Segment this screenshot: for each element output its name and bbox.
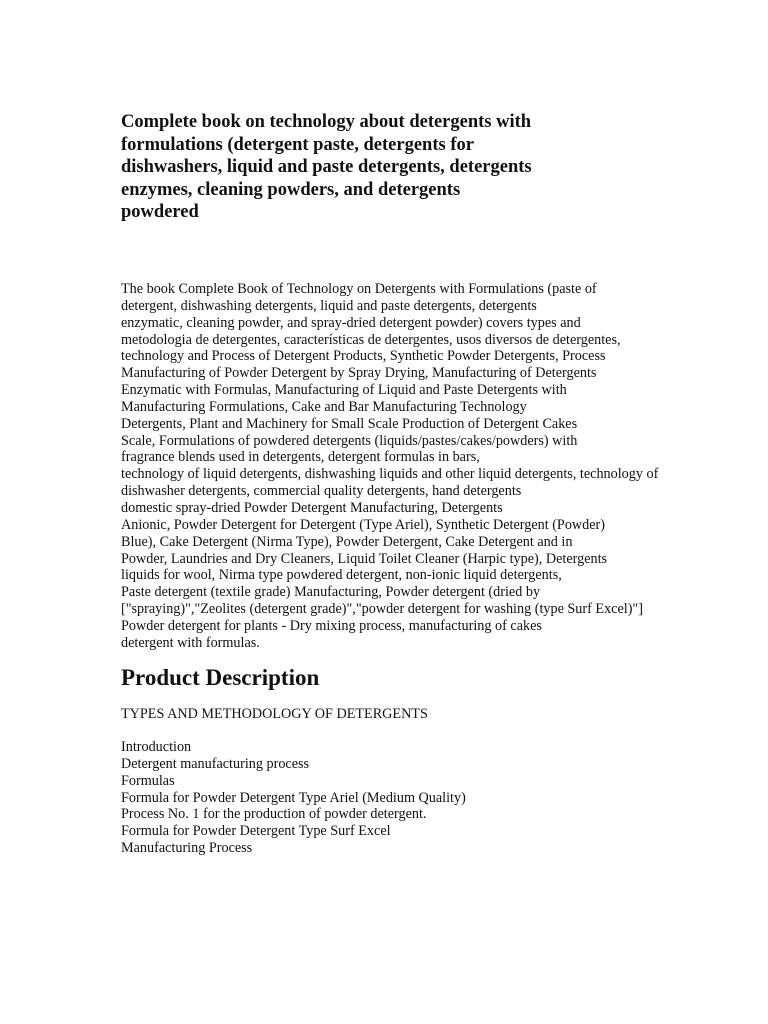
list-item: Detergent manufacturing process	[121, 755, 310, 772]
paragraph-line: fragrance blends used in detergents, detergent formulas in bars,	[121, 449, 480, 466]
paragraph-line: metodologia de detergentes, características de detergentes, usos diversos de detergentes,	[121, 331, 621, 348]
paragraph-line: liquids for wool, Nirma type powdered detergent, non-ionic liquid detergents,	[121, 567, 562, 584]
paragraph-line: detergent with formulas.	[121, 634, 260, 651]
paragraph-line: Powder, Laundries and Dry Cleaners, Liquid Toilet Cleaner (Harpic type), Detergents	[121, 550, 608, 567]
paragraph-line: Powder detergent for plants - Dry mixing process, manufacturing of cakes	[121, 617, 542, 634]
list-item: Formula for Powder Detergent Type Ariel (Medium Quality)	[121, 789, 466, 806]
paragraph-line: Blue), Cake Detergent (Nirma Type), Powder Detergent, Cake Detergent and in	[121, 533, 573, 550]
paragraph-line: Paste detergent (textile grade) Manufacturing, Powder detergent (dried by	[121, 584, 541, 601]
paragraph-line: technology and Process of Detergent Products, Synthetic Powder Detergents, Process	[121, 348, 606, 365]
paragraph-line: domestic spray-dried Powder Detergent Manufacturing, Detergents	[121, 499, 503, 516]
paragraph-line: Detergents, Plant and Machinery for Small Scale Production of Detergent Cakes	[121, 415, 578, 432]
paragraph-line: Manufacturing Formulations, Cake and Bar Manufacturing Technology	[121, 398, 527, 415]
paragraph-line: ["spraying)","Zeolites (detergent grade)","powder detergent for washing (type Surf Excel)"]	[121, 601, 643, 618]
paragraph-line: dishwasher detergents, commercial quality detergents, hand detergents	[121, 483, 522, 500]
paragraph-line: detergent, dishwashing detergents, liquid and paste detergents, detergents	[121, 297, 537, 314]
paragraph-line: Scale, Formulations of powdered detergents (liquids/pastes/cakes/powders) with	[121, 432, 578, 449]
list-item: Formula for Powder Detergent Type Surf Excel	[121, 823, 391, 840]
paragraph-line: enzymatic, cleaning powder, and spray-dried detergent powder) covers types and	[121, 314, 581, 331]
description-paragraph	[121, 281, 721, 652]
list-item: Introduction	[121, 739, 192, 755]
paragraph-line: Manufacturing of Powder Detergent by Spray Drying, Manufacturing of Detergents	[121, 365, 597, 382]
paragraph-line: Anionic, Powder Detergent for Detergent (Type Ariel), Synthetic Detergent (Powder)	[121, 516, 606, 533]
document-title	[121, 111, 591, 224]
list-item: Manufacturing Process	[121, 840, 253, 857]
paragraph-line: Enzymatic with Formulas, Manufacturing of Liquid and Paste Detergents with	[121, 382, 567, 399]
section-heading: Product Description	[121, 665, 320, 690]
list-item: Process No. 1 for the production of powder detergent.	[121, 806, 427, 823]
title-line: formulations (detergent paste, detergents for	[121, 134, 474, 155]
paragraph-line: technology of liquid detergents, dishwashing liquids and other liquid detergents, technology of	[121, 466, 659, 483]
title-line: powdered	[121, 202, 199, 222]
list-item: Formulas	[121, 772, 175, 789]
contents-list	[121, 739, 466, 857]
section-subheading: TYPES AND METHODOLOGY OF DETERGENTS	[121, 706, 428, 722]
title-line: Complete book on technology about detergents with	[121, 112, 532, 132]
title-line: enzymes, cleaning powders, and detergents	[121, 179, 461, 200]
title-line: dishwashers, liquid and paste detergents, detergents	[121, 157, 532, 177]
paragraph-line: The book Complete Book of Technology on Detergents with Formulations (paste of	[121, 281, 597, 297]
